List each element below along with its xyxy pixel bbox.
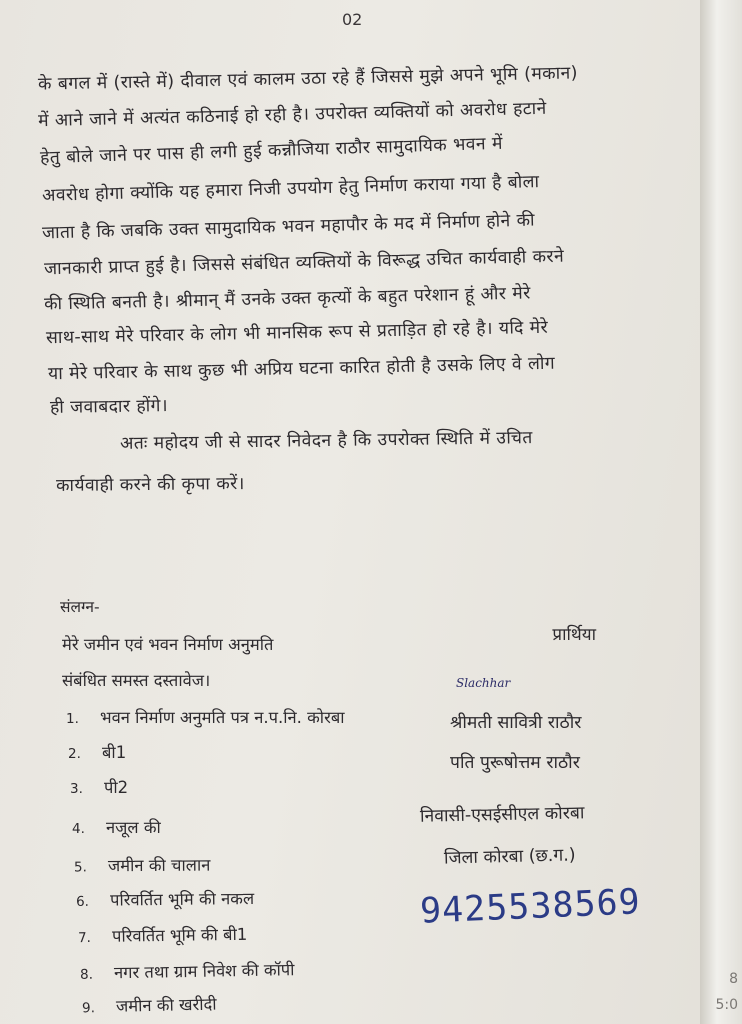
applicant-name: श्रीमती सावित्री राठौर [450,713,582,733]
applicant-district: जिला कोरबा (छ.ग.) [443,845,576,869]
body-line: अवरोध होगा क्योंकि यह हमारा निजी उपयोग हेतु निर्माण कराया गया है बोला [41,172,540,206]
list-item-text: परिवर्तित भूमि की नकल [109,889,255,910]
body-line: के बगल में (रास्ते में) दीवाल एवं कालम उठा रहे हैं जिससे मुझे अपने भूमि (मकान) [37,63,579,95]
body-line: हेतु बोले जाने पर पास ही लगी हुई कन्नौजिया राठौर सामुदायिक भवन में [39,133,504,169]
list-item [78,922,248,947]
body-line: साथ-साथ मेरे परिवार के लोग भी मानसिक रूप से प्रताड़ित हो रहे है। यदि मेरे [45,317,549,349]
list-item [70,775,128,798]
applicant-label: प्रार्थिया [552,625,596,645]
list-item-number: 2. [68,746,81,762]
list-item [82,992,217,1018]
body-line: जानकारी प्राप्त हुई है। जिससे संबंधित व्यक्तियों के विरूद्ध उचित कार्यवाही करने [43,246,565,280]
list-item [76,886,254,911]
body-line: ही जवाबदार होंगे। [49,396,169,418]
list-item-text: पी2 [104,778,129,797]
list-item [72,815,161,838]
page-number: 02 [342,10,363,29]
list-item-number: 7. [77,930,92,947]
body-line: जाता है कि जबकि उक्त सामुदायिक भवन महापौर के मद में निर्माण होने की [41,210,536,244]
corner-overlay-line: 8 [729,971,738,987]
corner-overlay-line: 5:0 [715,997,738,1013]
handwritten-signature: Slachhar [456,676,511,690]
list-item-text: नजूल की [106,818,161,837]
handwritten-phone-number: 9425538569 [419,882,642,932]
request-line: अतः महोदय जी से सादर निवेदन है कि उपरोक्त स्थिति में उचित [119,428,533,454]
list-item-text: जमीन की चालान [107,855,211,876]
list-item-text: नगर तथा ग्राम निवेश की कॉपी [113,960,295,983]
list-item-text: जमीन की खरीदी [115,994,217,1016]
page-edge [700,0,742,1024]
list-item [74,853,211,877]
body-line: में आने जाने में अत्यंत कठिनाई हो रही है। उपरोक्त व्यक्तियों को अवरोध हटाने [37,98,547,132]
list-item-text: परिवर्तित भूमि की बी1 [111,924,248,946]
list-item [80,957,295,984]
list-item-text: बी1 [102,743,127,762]
list-item-text: भवन निर्माण अनुमति पत्र न.प.नि. कोरबा [100,708,345,727]
list-item-number: 3. [70,781,83,797]
body-line: की स्थिति बनती है। श्रीमान् मैं उनके उक्त कृत्यों के बहुत परेशान हूं और मेरे [43,283,531,315]
attachments-intro: संबंधित समस्त दस्तावेज। [62,671,211,690]
list-item-number: 1. [66,711,79,727]
attachments-intro: मेरे जमीन एवं भवन निर्माण अनुमति [62,635,274,654]
list-item-number: 6. [75,893,90,910]
corner-overlay [715,966,738,1018]
list-item-number: 5. [73,859,87,876]
applicant-husband: पति पुरूषोत्तम राठौर [450,753,580,773]
list-item-number: 9. [81,1000,96,1017]
list-item [68,740,126,763]
request-line: कार्यवाही करने की कृपा करें। [55,474,245,496]
applicant-residence: निवासी-एसईसीएल कोरबा [419,803,585,827]
body-line: या मेरे परिवार के साथ कुछ भी अप्रिय घटना कारित होती है उसके लिए वे लोग [47,353,556,385]
list-item-number: 8. [79,966,94,983]
attachments-heading: संलग्न- [60,598,100,616]
list-item-number: 4. [72,821,85,837]
list-item [66,705,345,728]
